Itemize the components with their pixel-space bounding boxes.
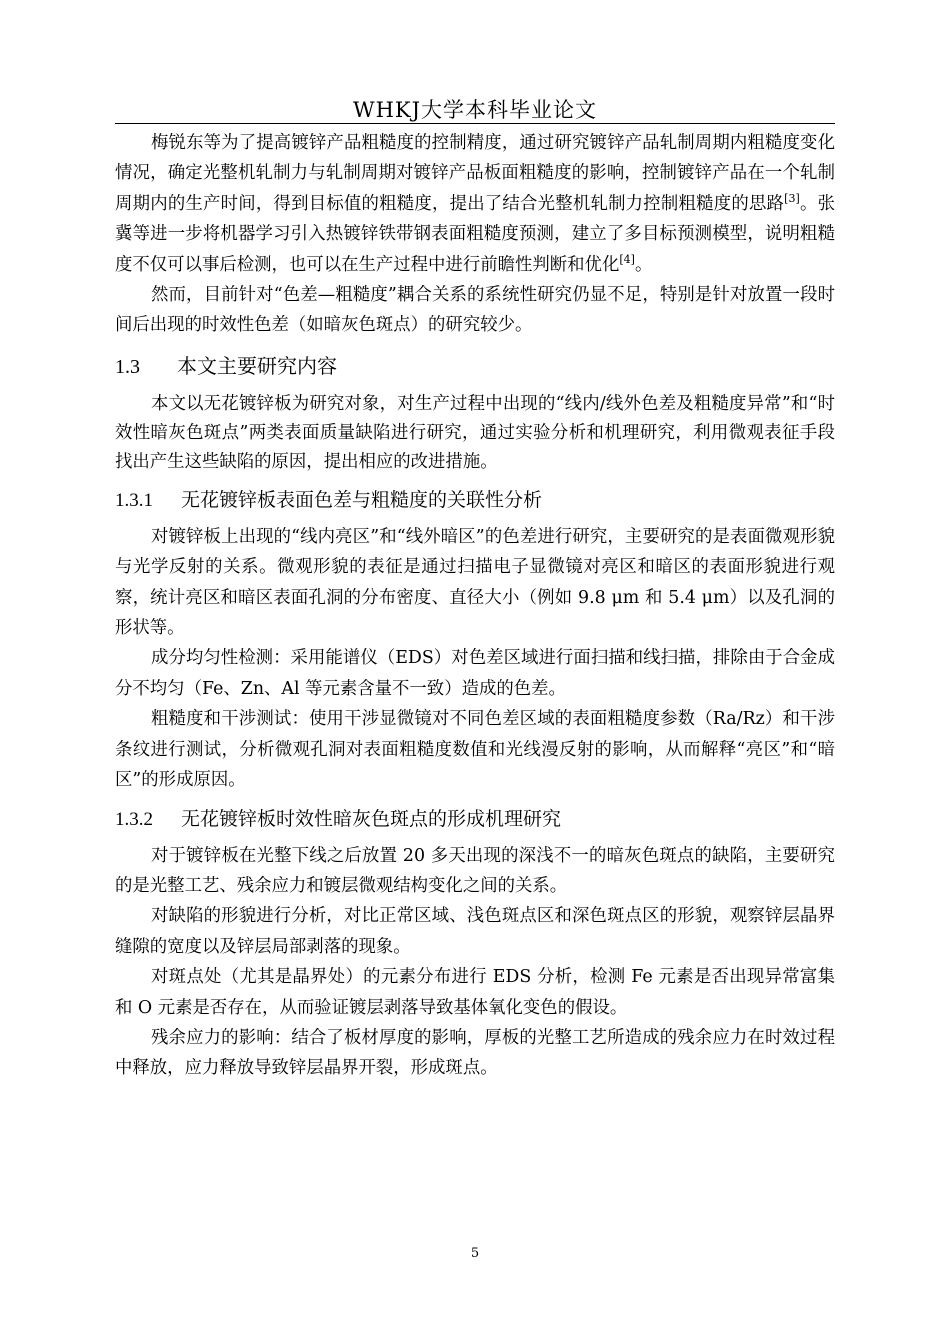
page-number: 5 — [470, 1246, 480, 1261]
section-heading-1-3-1 — [115, 485, 835, 516]
section-heading-1-3 — [115, 351, 835, 382]
paragraph-aging-spots: 对于镀锌板在光整下线之后放置 20 多天出现的深浅不一的暗灰色斑点的缺陷，主要研究的是光整工艺、残余应力和镀层微观结构变化之间的关系。 — [115, 845, 835, 896]
paragraph-roughness-interference: 粗糙度和干涉测试：使用干涉显微镜对不同色差区域的表面粗糙度参数（Ra/Rz）和干涉条纹进行测试，分析微观孔洞对表面粗糙度数值和光线漫反射的影响，从而解释“亮区”和“暗区”的形成原因。 — [115, 709, 835, 791]
section-number: 1.3.2 — [115, 808, 153, 830]
header-rule — [115, 123, 835, 124]
citation-3: [3] — [784, 192, 800, 206]
section-title: 无花镀锌板时效性暗灰色斑点的形成机理研究 — [181, 807, 562, 830]
paragraph-color-difference: 对镀锌板上出现的“线内亮区”和“线外暗区”的色差进行研究，主要研究的是表面微观形貌与光学反射的关系。微观形貌的表征是通过扫描电子显微镜对亮区和暗区的表面形貌进行观察，统计亮区和暗区表面孔洞的分布密度、直径大小（例如 9.8 μm 和 5.4 μm）以及孔洞的形状等。 — [115, 526, 835, 639]
paragraph-eds-analysis: 对斑点处（尤其是晶界处）的元素分布进行 EDS 分析，检测 Fe 元素是否出现异常富集和 O 元素是否存在，从而验证镀层剥落导致基体氧化变色的假设。 — [115, 967, 835, 1018]
section-title: 本文主要研究内容 — [177, 353, 337, 378]
page-body — [115, 128, 835, 1084]
paragraph-text: 梅锐东等为了提高镀锌产品粗糙度的控制精度，通过研究镀锌产品轧制周期内粗糙度变化情况，确定光整机轧制力与轧制周期对镀锌产品板面粗糙度的影响，控制镀锌产品在一个轧制周期内的生产时间，得到目标值的粗糙度，提出了结合光整机轧制力控制粗糙度的思路 — [115, 133, 835, 214]
paragraph-composition-uniformity: 成分均匀性检测：采用能谱仪（EDS）对色差区域进行面扫描和线扫描，排除由于合金成分不均匀（Fe、Zn、Al 等元素含量不一致）造成的色差。 — [115, 648, 835, 699]
section-number: 1.3 — [115, 355, 140, 378]
paragraph-residual-stress: 残余应力的影响：结合了板材厚度的影响，厚板的光整工艺所造成的残余应力在时效过程中释放，应力释放导致锌层晶界开裂，形成斑点。 — [115, 1027, 835, 1079]
citation-4: [4] — [619, 252, 635, 266]
section-number: 1.3.1 — [115, 489, 153, 511]
page-header: WHKJ大学本科毕业论文 — [352, 98, 597, 122]
paragraph-research-overview: 本文以无花镀锌板为研究对象，对生产过程中出现的“线内/线外色差及粗糙度异常”和“时效性暗灰色斑点”两类表面质量缺陷进行研究，通过实验分析和机理研究，利用微观表征手段找出产生这些缺陷的原因，提出相应的改进措施。 — [115, 393, 835, 472]
paragraph-literature-review — [115, 128, 835, 280]
paragraph-text: 。 — [634, 254, 653, 275]
section-title: 无花镀锌板表面色差与粗糙度的关联性分析 — [181, 488, 543, 511]
paragraph-text: 。张冀等进一步将机器学习引入热镀锌铁带钢表面粗糙度预测，建立了多目标预测模型，说明粗糙度不仅可以事后检测，也可以在生产过程中进行前瞻性判断和优化 — [115, 193, 835, 275]
section-heading-1-3-2 — [115, 804, 835, 835]
paragraph-research-gap: 然而，目前针对“色差—粗糙度”耦合关系的系统性研究仍显不足，特别是针对放置一段时间后出现的时效性色差（如暗灰色斑点）的研究较少。 — [115, 285, 835, 336]
paragraph-morphology-analysis: 对缺陷的形貌进行分析，对比正常区域、浅色斑点区和深色斑点区的形貌，观察锌层晶界缝隙的宽度以及锌层局部剥落的现象。 — [115, 906, 835, 957]
